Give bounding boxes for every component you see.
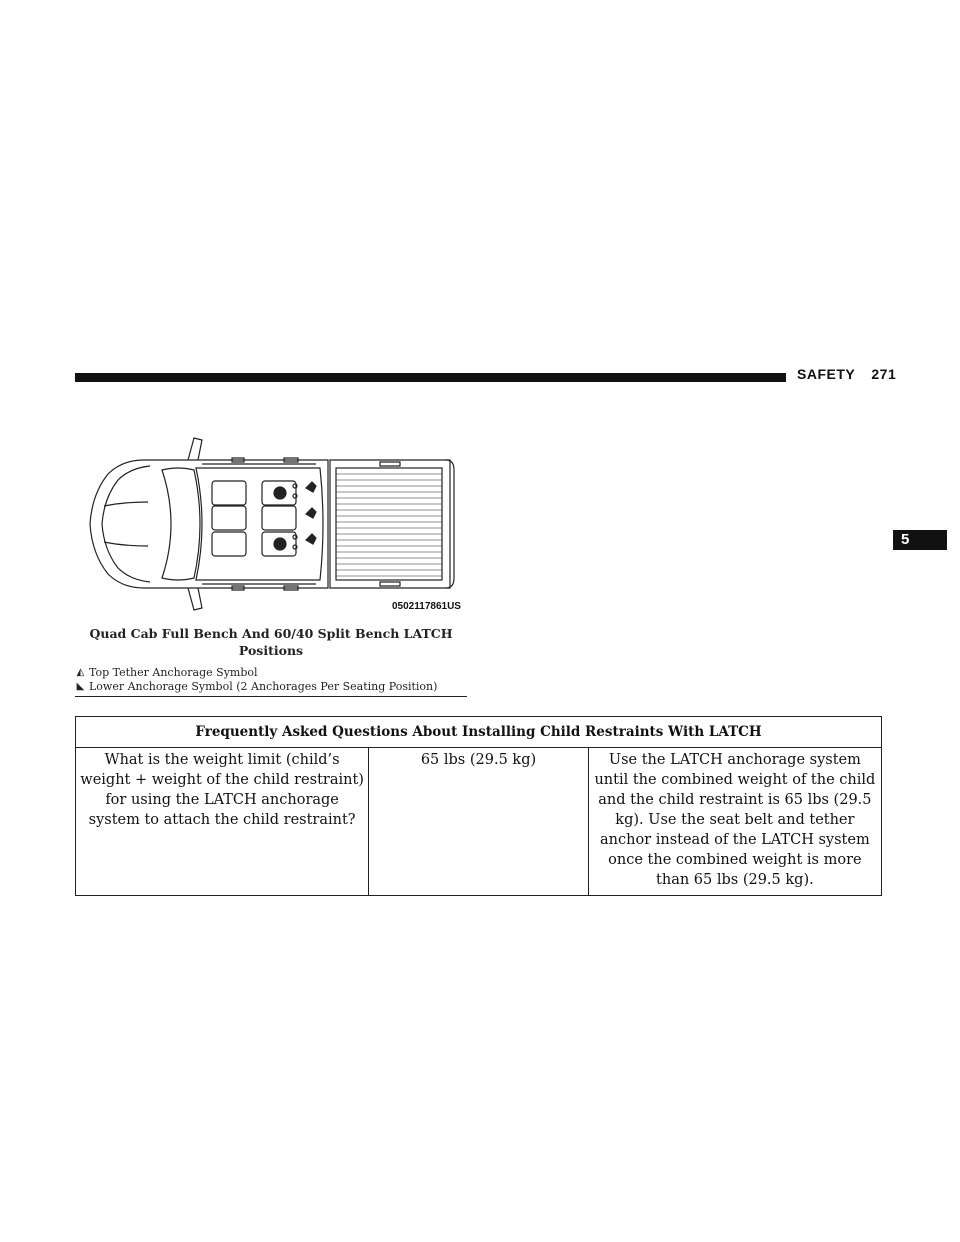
faq-question: What is the weight limit (child’s weight + weight of the child restraint) for using the LATCH anchorage system to attach the child restraint? bbox=[76, 748, 369, 896]
chapter-number: 5 bbox=[901, 531, 910, 548]
truck-latch-diagram bbox=[84, 436, 476, 612]
chapter-tab[interactable] bbox=[893, 530, 947, 550]
table-title: Frequently Asked Questions About Installing Child Restraints With LATCH bbox=[76, 717, 882, 748]
faq-note: Use the LATCH anchorage system until the combined weight of the child and the child restraint is 65 lbs (29.5 kg). Use the seat belt and tether anchor instead of the LATCH system once the combined weight is more than 65 lbs (29.5 kg). bbox=[588, 748, 881, 896]
faq-table bbox=[75, 716, 882, 896]
table-row bbox=[76, 748, 882, 896]
legend-text: Lower Anchorage Symbol (2 Anchorages Per Seating Position) bbox=[89, 680, 438, 693]
top-tether-symbol-icon: ◭ bbox=[76, 667, 85, 678]
legend-item bbox=[75, 680, 467, 694]
table-header-row bbox=[76, 717, 882, 748]
figure-code: 0502117861US bbox=[392, 601, 461, 612]
section-title: SAFETY bbox=[797, 366, 855, 382]
faq-answer: 65 lbs (29.5 kg) bbox=[369, 748, 589, 896]
top-tether-marker bbox=[306, 482, 316, 544]
page-header bbox=[797, 366, 896, 382]
lower-anchorage-symbol-icon: ◣ bbox=[76, 681, 85, 692]
page-number: 271 bbox=[871, 366, 897, 382]
legend-text: Top Tether Anchorage Symbol bbox=[89, 666, 258, 679]
figure-legend bbox=[75, 666, 467, 697]
legend-item bbox=[75, 666, 467, 680]
header-bar bbox=[75, 373, 786, 382]
lower-anchorage-marker bbox=[274, 484, 297, 550]
figure-caption: Quad Cab Full Bench And 60/40 Split Bench LATCH Positions bbox=[89, 626, 453, 658]
truck-top-view-illustration bbox=[84, 436, 476, 612]
